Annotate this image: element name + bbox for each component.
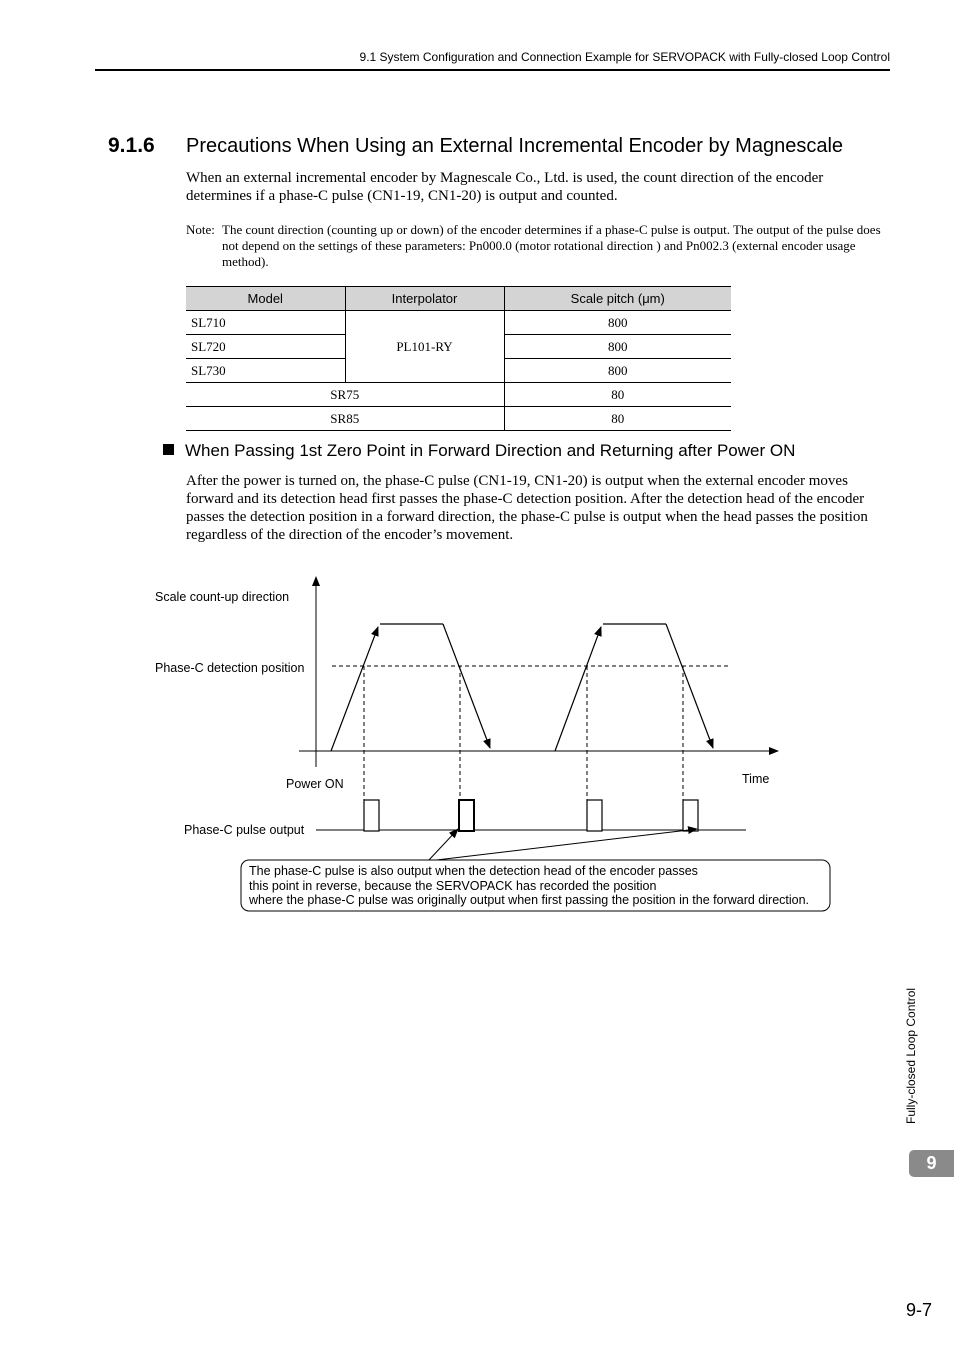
callout-line-1: The phase-C pulse is also output when the detection head of the encoder passes xyxy=(249,864,698,878)
pulse-1 xyxy=(364,800,379,831)
motion-forward-1 xyxy=(331,627,378,751)
motion-reverse-1 xyxy=(443,624,490,748)
side-tab-label: Fully-closed Loop Control xyxy=(904,987,918,1124)
label-power-on: Power ON xyxy=(286,777,344,791)
header-scale-pitch: Scale pitch (μm) xyxy=(504,287,731,311)
callout-line-2: this point in reverse, because the SERVOPACK has recorded the position xyxy=(249,879,657,893)
cell-model: SL720 xyxy=(186,335,345,359)
label-pulse-output: Phase-C pulse output xyxy=(184,823,305,837)
section-title: Precautions When Using an External Incremental Encoder by Magnescale xyxy=(186,135,844,157)
label-time: Time xyxy=(742,772,770,786)
chapter-tab: 9 xyxy=(909,1150,954,1177)
note-label: Note: xyxy=(186,222,215,237)
intro-paragraph: When an external incremental encoder by Magnescale Co., Ltd. is used, the count direction of the encoder determines if a phase-C pulse (CN1-19, CN1-20) is output and counted. xyxy=(186,170,824,204)
cell-pitch: 800 xyxy=(504,359,731,383)
label-detection-position: Phase-C detection position xyxy=(155,661,305,675)
cell-model: SR75 xyxy=(186,383,504,407)
header-interpolator: Interpolator xyxy=(345,287,504,311)
section-number: 9.1.6 xyxy=(108,134,155,157)
cell-pitch: 800 xyxy=(504,335,731,359)
callout-pointer xyxy=(428,829,697,861)
cell-model: SL710 xyxy=(186,311,345,335)
pulse-3 xyxy=(587,800,602,831)
pulse-4 xyxy=(683,800,698,831)
page-number: 9-7 xyxy=(905,1300,932,1320)
motion-forward-2 xyxy=(555,627,601,751)
cell-model: SR85 xyxy=(186,407,504,431)
subsection-title: When Passing 1st Zero Point in Forward Direction and Returning after Power ON xyxy=(185,441,796,460)
note-text: The count direction (counting up or down) of the encoder determines if a phase-C pulse is output. The output of the pulse does not depend on the settings of these parameters: Pn000.0 (motor rotational direction ) and Pn002.3 (external encoder usage method). xyxy=(222,222,881,269)
label-scale-count-up: Scale count-up direction xyxy=(155,590,290,604)
pulse-2 xyxy=(459,800,474,831)
cell-interpolator: PL101-RY xyxy=(345,311,504,383)
callout-pointer xyxy=(428,829,458,861)
running-header: 9.1 System Configuration and Connection Example for SERVOPACK with Fully-closed Loop Control xyxy=(359,50,890,64)
cell-pitch: 800 xyxy=(504,311,731,335)
cell-pitch: 80 xyxy=(504,383,731,407)
cell-model: SL730 xyxy=(186,359,345,383)
cell-pitch: 80 xyxy=(504,407,731,431)
subsection-paragraph: After the power is turned on, the phase-C pulse (CN1-19, CN1-20) is output when the external encoder moves forward and its detection head first passes the phase-C detection position. After the detection head of the encoder passes the detection position in a forward direction, the phase-C pulse is output when the head passes the position regardless of the direction of the encoder’s movement. xyxy=(186,473,868,543)
motion-reverse-2 xyxy=(666,624,713,748)
header-model: Model xyxy=(186,287,345,311)
callout-line-3: where the phase-C pulse was originally output when first passing the position in the forward direction. xyxy=(249,893,810,907)
